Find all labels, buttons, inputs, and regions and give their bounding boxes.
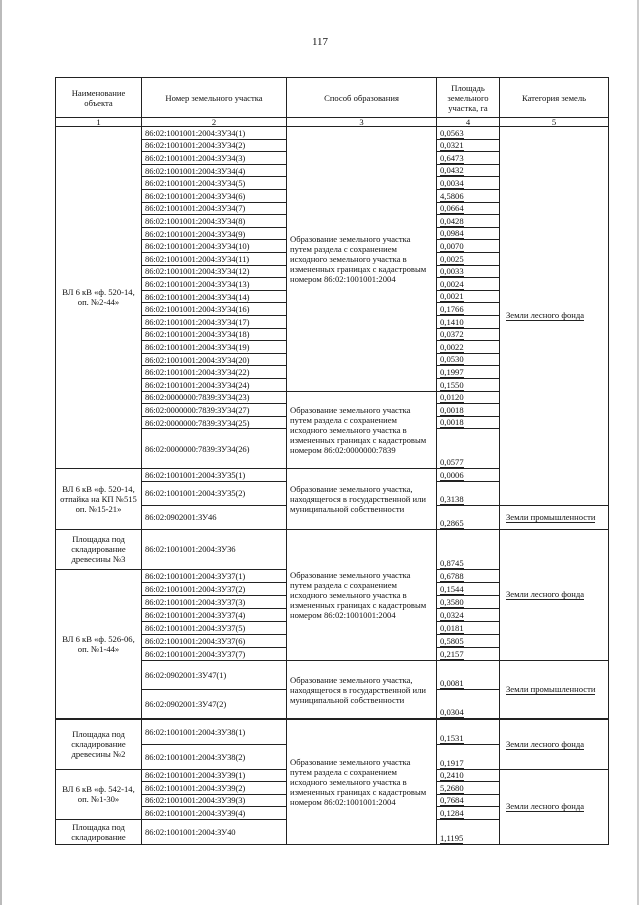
plot-area-cell	[436, 214, 500, 228]
plot-area-cell-text: 0,5805	[440, 635, 464, 646]
header-method	[286, 77, 437, 118]
plot-number-cell	[141, 744, 287, 770]
header-category	[499, 77, 609, 118]
plot-number-cell-text: 86:02:1001001:2004:ЗУ34(7)	[145, 203, 246, 214]
plot-number-cell-text: 86:02:1001001:2004:ЗУ34(12)	[145, 266, 250, 277]
plot-area-cell-text: 5,2680	[440, 782, 464, 793]
object-name-cell	[55, 819, 142, 845]
plot-number-cell-text: 86:02:1001001:2004:ЗУ34(18)	[145, 329, 250, 340]
plot-area-cell	[436, 202, 500, 216]
formation-method-cell	[286, 660, 437, 720]
plot-area-cell-text: 0,0372	[440, 329, 464, 340]
object-name-cell-text: ВЛ 6 кВ «ф. 520-14, оп. №2-44»	[62, 287, 135, 308]
plot-area-cell-text: 1,1195	[440, 832, 464, 843]
plot-area-cell-text: 0,0025	[440, 253, 464, 264]
plot-number-cell-text: 86:02:1001001:2004:ЗУ34(10)	[145, 241, 250, 252]
plot-number-cell	[141, 176, 287, 190]
plot-number-cell-text: 86:02:1001001:2004:ЗУ34(4)	[145, 165, 246, 176]
plot-number-cell-text: 86:02:1001001:2004:ЗУ34(1)	[145, 127, 246, 138]
plot-number-cell	[141, 378, 287, 392]
plot-area-cell	[436, 428, 500, 469]
plot-area-cell-text: 0,2410	[440, 770, 464, 781]
plot-area-cell-text: 0,1917	[440, 757, 464, 768]
plot-number-cell	[141, 595, 287, 609]
plot-area-cell-text: 0,1544	[440, 583, 464, 594]
plot-number-cell-text: 86:02:1001001:2004:ЗУ34(3)	[145, 152, 246, 163]
plot-area-cell-text: 0,7684	[440, 795, 464, 806]
plot-area-cell	[436, 608, 500, 622]
plot-number-cell-text: 86:02:1001001:2004:ЗУ35(2)	[145, 488, 246, 499]
column-index-5-text: 5	[551, 117, 557, 127]
plot-area-cell	[436, 529, 500, 570]
plot-number-cell-text: 86:02:1001001:2004:ЗУ34(14)	[145, 291, 250, 302]
header-number-text: Номер земельного участка	[165, 92, 263, 103]
plot-number-cell	[141, 315, 287, 329]
plot-number-cell	[141, 189, 287, 203]
plot-number-cell	[141, 794, 287, 808]
plot-number-cell-text: 86:02:1001001:2004:ЗУ37(1)	[145, 570, 246, 581]
plot-number-cell-text: 86:02:0000000:7839:ЗУ34(25)	[145, 417, 250, 428]
plot-area-cell	[436, 290, 500, 304]
plot-area-cell-text: 0,0181	[440, 622, 464, 633]
plot-area-cell-text: 0,0577	[440, 456, 464, 467]
land-category-cell	[499, 769, 609, 845]
plot-number-cell	[141, 582, 287, 596]
plot-number-cell	[141, 428, 287, 469]
plot-number-cell	[141, 660, 287, 690]
column-index-4-text: 4	[465, 117, 471, 127]
formation-method-cell	[286, 126, 437, 392]
plot-area-cell	[436, 582, 500, 596]
plot-area-cell-text: 0,0006	[440, 469, 464, 480]
plot-number-cell	[141, 151, 287, 165]
plot-number-cell-text: 86:02:1001001:2004:ЗУ34(22)	[145, 367, 250, 378]
plot-area-cell	[436, 416, 500, 430]
plot-number-cell	[141, 621, 287, 635]
object-name-cell	[55, 126, 142, 469]
plot-area-cell	[436, 340, 500, 354]
plot-area-cell-text: 0,0428	[440, 215, 464, 226]
plot-number-cell	[141, 214, 287, 228]
plot-number-cell	[141, 468, 287, 482]
plot-number-cell	[141, 290, 287, 304]
plot-area-cell	[436, 634, 500, 648]
land-category-cell	[499, 719, 609, 770]
plot-area-cell-text: 0,0034	[440, 177, 464, 188]
plot-area-cell	[436, 621, 500, 635]
plot-area-cell-text: 0,0070	[440, 240, 464, 251]
land-category-cell	[499, 660, 609, 720]
plot-area-cell	[436, 391, 500, 405]
plot-area-cell-text: 0,0021	[440, 291, 464, 302]
plot-number-cell-text: 86:02:1001001:2004:ЗУ34(16)	[145, 304, 250, 315]
plot-number-cell	[141, 769, 287, 783]
object-name-cell	[55, 468, 142, 530]
land-category-cell	[499, 126, 609, 506]
plot-number-cell-text: 86:02:1001001:2004:ЗУ37(7)	[145, 648, 246, 659]
plot-number-cell-text: 86:02:1001001:2004:ЗУ34(5)	[145, 178, 246, 189]
plot-number-cell-text: 86:02:1001001:2004:ЗУ39(4)	[145, 808, 246, 819]
formation-method-cell-text: Образование земельного участка, находящегося в государственной или муниципальной собственности	[290, 674, 427, 705]
plot-area-cell-text: 0,0304	[440, 707, 464, 718]
plot-area-cell-text: 0,2865	[440, 517, 464, 528]
plot-area-cell	[436, 252, 500, 266]
formation-method-cell	[286, 719, 437, 845]
formation-method-cell-text: Образование земельного участка путем раздела с сохранением исходного земельного участка в измененных границах с кадастровым номером 86:02:0000000:7839	[290, 404, 427, 455]
plot-area-cell	[436, 302, 500, 316]
object-name-cell-text: ВЛ 6 кВ «ф. 526-06, оп. №1-44»	[62, 634, 135, 655]
plot-number-cell-text: 86:02:1001001:2004:ЗУ34(20)	[145, 354, 250, 365]
header-number	[141, 77, 287, 118]
plot-number-cell	[141, 328, 287, 342]
plot-area-cell	[436, 769, 500, 783]
plot-number-cell	[141, 416, 287, 430]
plot-number-cell	[141, 353, 287, 367]
land-category-cell	[499, 529, 609, 661]
plot-area-cell-text: 0,0563	[440, 127, 464, 138]
object-name-cell-text: ВЛ 6 кВ «ф. 542-14, оп. №1-30»	[62, 784, 135, 805]
plot-area-cell-text: 0,0984	[440, 228, 464, 239]
plot-number-cell-text: 86:02:1001001:2004:ЗУ37(3)	[145, 596, 246, 607]
page-number: 117	[311, 36, 329, 48]
plot-area-cell	[436, 227, 500, 241]
plot-area-cell-text: 0,0120	[440, 392, 464, 403]
plot-area-cell	[436, 403, 500, 417]
plot-number-cell	[141, 302, 287, 316]
plot-area-cell-text: 0,6473	[440, 152, 464, 163]
header-area-text: Площадь земельного участка, га	[447, 82, 489, 113]
plot-number-cell-text: 86:02:1001001:2004:ЗУ34(8)	[145, 215, 246, 226]
plot-area-cell	[436, 164, 500, 178]
plot-number-cell-text: 86:02:1001001:2004:ЗУ34(6)	[145, 190, 246, 201]
land-category-cell-text: Земли лесного фонда	[506, 310, 585, 321]
plot-area-cell-text: 0,1766	[440, 303, 464, 314]
plot-number-cell	[141, 819, 287, 845]
land-category-cell-text: Земли промышленности	[506, 511, 596, 522]
plot-number-cell-text: 86:02:1001001:2004:ЗУ34(11)	[145, 253, 250, 264]
header-category-text: Категория земель	[521, 92, 587, 103]
plot-number-cell	[141, 608, 287, 622]
plot-number-cell-text: 86:02:1001001:2004:ЗУ37(5)	[145, 622, 246, 633]
plot-number-cell	[141, 227, 287, 241]
plot-number-cell	[141, 634, 287, 648]
formation-method-cell-text: Образование земельного участка, находящегося в государственной или муниципальной собственности	[290, 483, 427, 514]
plot-area-cell-text: 0,0664	[440, 203, 464, 214]
land-category-cell-text: Земли лесного фонда	[506, 801, 585, 812]
object-name-cell	[55, 719, 142, 770]
plot-number-cell-text: 86:02:1001001:2004:ЗУ37(6)	[145, 635, 246, 646]
object-name-cell	[55, 769, 142, 820]
plot-area-cell-text: 0,1531	[440, 732, 464, 743]
plot-area-cell-text: 0,0018	[440, 417, 464, 428]
plot-number-cell-text: 86:02:0902001:ЗУ47(2)	[145, 699, 227, 710]
plot-number-cell-text: 86:02:0000000:7839:ЗУ34(27)	[145, 404, 250, 415]
plot-area-cell-text: 0,1550	[440, 379, 464, 390]
land-category-cell-text: Земли промышленности	[506, 684, 596, 695]
plot-number-cell-text: 86:02:0000000:7839:ЗУ34(23)	[145, 392, 250, 403]
plot-number-cell	[141, 139, 287, 153]
plot-area-cell-text: 0,3580	[440, 596, 464, 607]
plot-number-cell-text: 86:02:1001001:2004:ЗУ36	[145, 544, 236, 555]
plot-number-cell-text: 86:02:1001001:2004:ЗУ40	[145, 826, 236, 837]
plot-number-cell-text: 86:02:1001001:2004:ЗУ34(13)	[145, 278, 250, 289]
plot-area-cell	[436, 819, 500, 845]
column-index-3-text: 3	[359, 117, 364, 127]
plot-area-cell-text: 0,3138	[440, 493, 464, 504]
plot-area-cell-text: 0,1410	[440, 316, 464, 327]
plot-area-cell-text: 0,0018	[440, 404, 464, 415]
plot-area-cell	[436, 595, 500, 609]
plot-number-cell	[141, 781, 287, 795]
formation-method-cell	[286, 468, 437, 530]
plot-number-cell-text: 86:02:1001001:2004:ЗУ34(19)	[145, 341, 250, 352]
plot-area-cell	[436, 277, 500, 291]
plot-area-cell	[436, 189, 500, 203]
plot-number-cell-text: 86:02:1001001:2004:ЗУ34(24)	[145, 379, 250, 390]
land-category-cell-text: Земли лесного фонда	[506, 589, 585, 600]
plot-area-cell	[436, 744, 500, 770]
plot-area-cell-text: 0,0530	[440, 354, 464, 365]
plot-number-cell-text: 86:02:1001001:2004:ЗУ38(1)	[145, 726, 246, 737]
land-category-cell	[499, 505, 609, 530]
plot-area-cell	[436, 265, 500, 279]
column-index-2-text: 2	[211, 117, 217, 127]
plot-area-cell-text: 0,6788	[440, 570, 464, 581]
plot-area-cell	[436, 315, 500, 329]
plot-number-cell-text: 86:02:1001001:2004:ЗУ37(4)	[145, 609, 246, 620]
land-category-cell-text: Земли лесного фонда	[506, 738, 585, 749]
plot-area-cell-text: 0,1997	[440, 366, 464, 377]
plot-area-cell	[436, 328, 500, 342]
plot-number-cell	[141, 277, 287, 291]
plot-area-cell	[436, 569, 500, 583]
plot-number-cell-text: 86:02:1001001:2004:ЗУ34(9)	[145, 228, 246, 239]
object-name-cell-text: Площадка под складирование древесины №3	[71, 534, 126, 565]
plot-number-cell-text: 86:02:1001001:2004:ЗУ34(17)	[145, 316, 250, 327]
plot-number-cell-text: 86:02:0000000:7839:ЗУ34(26)	[145, 443, 250, 454]
plot-number-cell	[141, 689, 287, 720]
plot-area-cell-text: 0,0022	[440, 341, 464, 352]
plot-number-cell	[141, 647, 287, 661]
plot-number-cell	[141, 340, 287, 354]
formation-method-cell-text: Образование земельного участка путем раздела с сохранением исходного земельного участка в измененных границах с кадастровым номером 86:02:1001001:2004	[290, 756, 427, 807]
plot-area-cell	[436, 481, 500, 506]
plot-area-cell-text: 0,0024	[440, 278, 464, 289]
plot-number-cell	[141, 252, 287, 266]
column-index-1-text: 1	[96, 117, 101, 127]
plot-area-cell-text: 4,5806	[440, 190, 464, 201]
plot-area-cell	[436, 660, 500, 690]
plot-number-cell	[141, 505, 287, 530]
plot-number-cell	[141, 569, 287, 583]
plot-number-cell	[141, 719, 287, 745]
plot-number-cell-text: 86:02:1001001:2004:ЗУ38(2)	[145, 751, 246, 762]
plot-area-cell	[436, 176, 500, 190]
plot-area-cell-text: 0,8745	[440, 557, 464, 568]
plot-number-cell	[141, 529, 287, 570]
plot-area-cell	[436, 806, 500, 820]
plot-number-cell-text: 86:02:1001001:2004:ЗУ39(3)	[145, 795, 246, 806]
object-name-cell-text: Площадка под складирование	[71, 821, 126, 842]
plot-area-cell	[436, 647, 500, 661]
plot-number-cell-text: 86:02:1001001:2004:ЗУ39(1)	[145, 770, 246, 781]
plot-area-cell-text: 0,0033	[440, 266, 464, 277]
object-name-cell-text: ВЛ 6 кВ «ф. 520-14, отпайка на КП №515 оп. №15-21»	[60, 483, 137, 514]
plot-area-cell-text: 0,0432	[440, 165, 464, 176]
header-method-text: Способ образования	[324, 92, 399, 103]
plot-area-cell	[436, 139, 500, 153]
plot-number-cell	[141, 481, 287, 506]
header-name-text: Наименование объекта	[71, 87, 126, 108]
object-name-cell	[55, 529, 142, 570]
plot-area-cell	[436, 794, 500, 808]
header-name	[55, 77, 142, 118]
plot-area-cell	[436, 126, 500, 140]
plot-area-cell	[436, 781, 500, 795]
plot-number-cell	[141, 265, 287, 279]
plot-area-cell	[436, 719, 500, 745]
plot-number-cell	[141, 202, 287, 216]
plot-number-cell-text: 86:02:1001001:2004:ЗУ34(2)	[145, 140, 246, 151]
plot-number-cell	[141, 126, 287, 140]
plot-area-cell	[436, 468, 500, 482]
plot-number-cell-text: 86:02:1001001:2004:ЗУ35(1)	[145, 469, 246, 480]
plot-area-cell	[436, 365, 500, 379]
formation-method-cell	[286, 391, 437, 469]
plot-number-cell-text: 86:02:1001001:2004:ЗУ39(2)	[145, 782, 246, 793]
plot-area-cell	[436, 239, 500, 253]
plot-area-cell	[436, 505, 500, 530]
object-name-cell	[55, 569, 142, 720]
plot-area-cell-text: 0,0324	[440, 609, 464, 620]
plot-number-cell-text: 86:02:0902001:ЗУ47(1)	[145, 669, 227, 680]
formation-method-cell	[286, 529, 437, 661]
plot-number-cell	[141, 806, 287, 820]
plot-area-cell	[436, 378, 500, 392]
plot-area-cell	[436, 689, 500, 720]
plot-number-cell	[141, 403, 287, 417]
formation-method-cell-text: Образование земельного участка путем раздела с сохранением исходного земельного участка в измененных границах с кадастровым номером 86:02:1001001:2004	[290, 233, 427, 284]
plot-number-cell	[141, 391, 287, 405]
plot-area-cell-text: 0,0321	[440, 140, 464, 151]
object-name-cell-text: Площадка под складирование древесины №2	[71, 729, 126, 759]
plot-area-cell	[436, 151, 500, 165]
plot-number-cell	[141, 239, 287, 253]
header-area	[436, 77, 500, 118]
plot-number-cell-text: 86:02:0902001:ЗУ46	[145, 512, 217, 523]
plot-number-cell	[141, 365, 287, 379]
plot-area-cell	[436, 353, 500, 367]
formation-method-cell-text: Образование земельного участка путем раздела с сохранением исходного земельного участка в измененных границах с кадастровым номером 86:02:1001001:2004	[290, 569, 427, 620]
plot-number-cell	[141, 164, 287, 178]
plot-area-cell-text: 0,0081	[440, 677, 464, 688]
plot-area-cell-text: 0,2157	[440, 648, 464, 659]
plot-number-cell-text: 86:02:1001001:2004:ЗУ37(2)	[145, 583, 246, 594]
plot-area-cell-text: 0,1284	[440, 807, 464, 818]
